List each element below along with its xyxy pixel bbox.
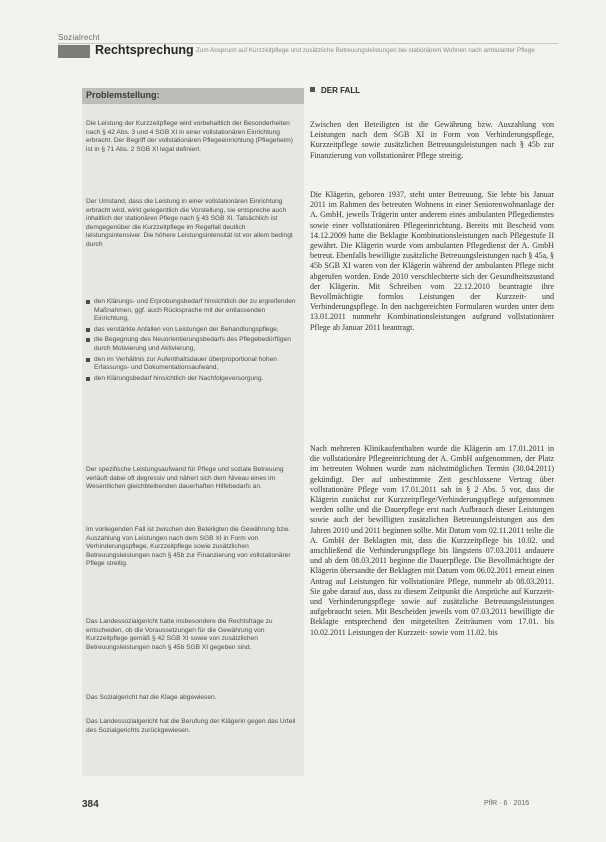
bullet-icon <box>86 358 90 362</box>
bullet-icon <box>86 300 90 304</box>
case-paragraph-3: Nach mehreren Klinikaufenthalten wurde die Klägerin am 17.01.2011 in die vollstationäre Pflegeeinrichtung der A. GmbH aufgenommen, der Platz im betreuten Wohnen wurde zum nächstmöglichen Termin (30.04.2011) gekündigt. Der auf unbestimmte Zeit geschlossene Vertrag über vollstationäre Pflege vom 17.01.2011 sah in § 2 Abs. 5 vor, dass die Klägerin zunächst zur Kurzzeitpflege/Verhinderungspflege aufgenommen werden sollte und die Dauerpflege erst nach Aufbrauch dieser Leistungen sowie auch der bewilligten zusätzlichen Betreuungsleistungen aus den Jahren 2010 und 2011 beginnen sollte. Mit Datum vom 02.11.2011 teilte die A. GmbH der Beklagten mit, dass die Kurzzeitpflege bis 10.02. und anschließend die Verhinderungspflege bis längstens 07.03.2011 andauere und ab dem 08.03.2011 beginne die Dauerpflege. Die Bevollmächtigte der Klägerin übersandte der Beklagten mit Datum vom 06.02.2011 erneut einen Antrag auf Leistungen für vollstationäre Pflege, nunmehr ab 08.03.2011. Sie gabe darauf aus, dass zu diesem Zeitpunkt die Ansprüche auf Kurzzeit- und Verhinderungspflege sowie auf zusätzliche Betreuungsleistungen aufgebraucht seien. Mit Bescheiden jeweils vom 07.03.2011 bewilligte die Beklagte entsprechend den mitgeteilten Zeiträumen vom 17.01. bis 10.02.2011 Leistungen der Kurzzeit- sowie vom 11.02. bis <box>310 444 554 637</box>
case-paragraph-1: Zwischen den Beteiligten ist die Gewährung bzw. Auszahlung von Leistungen nach dem SGB XI in Form von Verhinderungspflege, Kurzzeitpflege sowie zusätzlichen Betreuungsleistungen nach § 45b zur Finanzierung von vollstationärer Pflege streitig. <box>310 120 554 160</box>
list-item: das verstärkte Anfallen von Leistungen der Behandlungspflege, <box>86 326 300 335</box>
header-accent-bar <box>58 45 90 58</box>
page-number: 384 <box>82 799 99 810</box>
problem-paragraph-4: Im vorliegenden Fall ist zwischen den Beteiligten die Gewährung bzw. Auszahlung von Leistungen nach dem SGB XI in Form von Verhinderungspflege, Kurzzeitpflege sowie zusätzlichen Betreuungsleistungen nach § 45b zur Finanzierung von vollstationärer Pflege streitig. <box>86 526 291 568</box>
problem-box-title-bar <box>82 88 304 104</box>
list-item: den Klärungs- und Erprobungsbedarf hinsichtlich der zu ergreifenden Maßnahmen, ggf. auch Rücksprache mit der entlassenden Einrichtung, <box>86 298 300 324</box>
section-label: Sozialrecht <box>58 33 100 42</box>
problem-list <box>86 298 300 385</box>
problem-box <box>82 88 304 776</box>
bullet-icon <box>86 377 90 381</box>
square-bullet-icon <box>310 87 315 92</box>
list-item: die Begegnung des Neuorientierungsbedarfs des Pflegebedürftigen durch Motivierung und Aktivierung, <box>86 336 300 353</box>
list-item: den im Verhältnis zur Aufenthaltsdauer überproportional hohen Erfassungs- und Dokumentationsaufwand, <box>86 356 300 373</box>
problem-paragraph-5: Das Landessozialgericht hatte insbesondere die Rechtsfrage zu entscheiden, ob die Voraussetzungen für die Gewährung von Kurzzeitpflege gemäß § 42 SGB XI sowie von zusätzlichen Betreuungsleistungen nach § 45b SGB XI gegeben sind. <box>86 618 273 651</box>
page-title: Rechtsprechung <box>95 43 194 57</box>
bullet-icon <box>86 338 90 342</box>
problem-box-title: Problemstellung: <box>86 90 160 100</box>
problem-paragraph-3: Der spezifische Leistungsaufwand für Pflege und soziale Betreuung verläuft dabei oft degressiv und nähert sich dem Niveau eines im Wesentlichen gleichbleibenden dauerhaften Hilfebedarfs an. <box>86 466 284 491</box>
journal-citation: PflR · 6 · 2016 <box>484 800 530 807</box>
list-item: den Klärungsbedarf hinsichtlich der Nachfolgeversorgung. <box>86 375 300 384</box>
problem-paragraph-2: Der Umstand, dass die Leistung in einer vollstationären Einrichtung erbracht wird, wirkt gelegentlich die Vorstellung, sie entspreche auch inhaltlich der stationären Pflege nach § 43 SGB XI. Tatsächlich ist demgegenüber die Kurzzeitpflege im Regelfall deutlich leistungsintensiver. Die höhere Leistungsintensität ist vor allem bedingt durch <box>86 198 293 248</box>
bullet-icon <box>86 328 90 332</box>
problem-paragraph-1: Die Leistung der Kurzzeitpflege wird vorbehaltlich der Besonderheiten nach § 42 Abs. 3 und 4 SGB XI in einer vollstationären Einrichtung erbracht. Der Begriff der vollstationären Pflegeeinrichtung (Pflegeheim) ist in § 71 Abs. 2 SGB XI legal definiert. <box>86 120 293 153</box>
page-subtitle: Zum Anspruch auf Kurzzeitpflege und zusätzliche Betreuungsleistungen bei stationärem Wohnen nach ambulanter Pflege <box>196 47 535 54</box>
case-heading: DER FALL <box>310 86 360 95</box>
problem-paragraph-6: Das Sozialgericht hat die Klage abgewiesen. <box>86 694 217 701</box>
case-paragraph-2: Die Klägerin, geboren 1937, steht unter Betreuung. Sie lebte bis Januar 2011 im Rahmen des betreuten Wohnens in einer Seniorenwohnanlage der A. GmbH, jeweils Trägerin unter anderem eines ambulanten Pflegedienstes sowie einer vollstationären Pflegeeinrichtung. Bereits mit Bescheid vom 14.12.2009 hatte die Beklagte Kombinationsleistungen nach Pflegestufe II gewährt. Die Klägerin wurde vom ambulanten Pflegedienst der A. GmbH betreut. Ebenfalls bewilligte zusätzliche Betreuungsleistungen nach § 45a, § 45b SGB XI waren von der Klägerin während der ambulanten Pflege nicht abgerufen worden. Ende 2010 verschlechterte sich der Gesundheitszustand der Klägerin. Mit Schreiben vom 22.12.2010 beantragte ihre Bevollmächtigte formlos Leistungen der Kurzzeit- und Verhinderungspflege. In den nachgereichten Formularen wurden unter dem 13.01.2011 nunmehr Kombinationsleistungen aufgrund vollstationärer Pflege ab Januar 2011 beantragt. <box>310 190 554 332</box>
problem-paragraph-7: Das Landessozialgericht hat die Berufung der Klägerin gegen das Urteil des Sozialgerichts zurückgewiesen. <box>86 718 296 734</box>
